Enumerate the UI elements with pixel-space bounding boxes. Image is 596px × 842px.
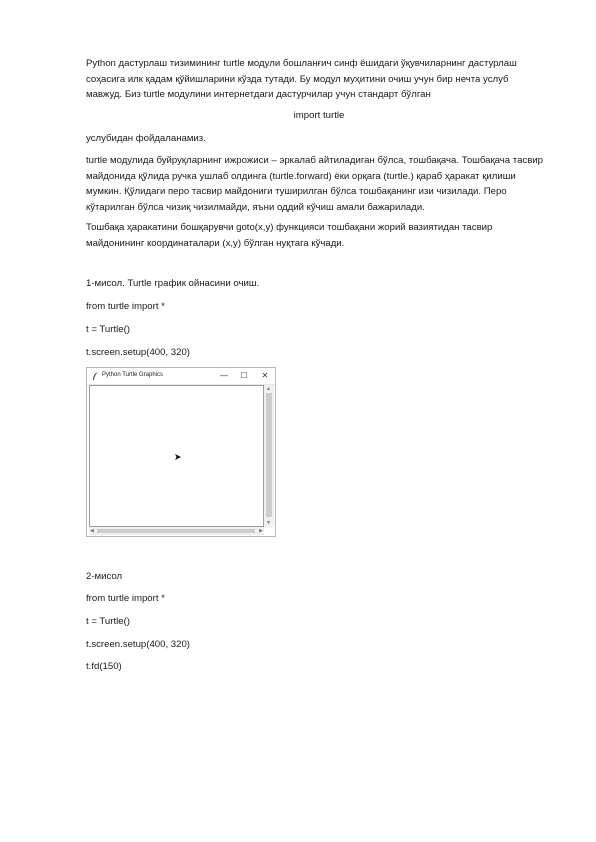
scroll-left-icon[interactable]: ◀: [90, 528, 94, 534]
python-feather-icon: [91, 371, 100, 381]
scroll-down-icon[interactable]: ▼: [266, 520, 271, 526]
close-button[interactable]: ✕: [261, 371, 269, 380]
example2-code-line: t = Turtle(): [86, 616, 130, 627]
window-titlebar: [87, 368, 275, 385]
maximize-button[interactable]: ☐: [240, 371, 248, 380]
vertical-scrollbar[interactable]: [264, 385, 274, 527]
example2-heading: 2-мисол: [86, 571, 123, 582]
example1-code-line: t.screen.setup(400, 320): [86, 347, 190, 358]
vertical-scroll-thumb[interactable]: [266, 393, 272, 517]
turtle-arrow-icon: [175, 454, 181, 460]
scroll-up-icon[interactable]: ▲: [266, 386, 271, 392]
scroll-right-icon[interactable]: ▶: [259, 528, 263, 534]
example1-code-line: from turtle import *: [86, 301, 165, 312]
horizontal-scrollbar[interactable]: [89, 527, 264, 535]
import-line: import turtle: [293, 110, 345, 121]
horizontal-scroll-thumb[interactable]: [97, 529, 255, 533]
example2-code-line: t.fd(150): [86, 661, 122, 672]
example2-code-line: from turtle import *: [86, 593, 165, 604]
usage-paragraph: услубидан фойдаланамиз.: [86, 133, 206, 144]
intro-paragraph: Python дастурлаш тизимининг turtle модули бошланғич синф ёшидаги ўқувчиларнинг дастурлаш соҳасига илк қадам қўйишларини кўзда тутади. Бу модул муҳитини очиш учун бир нечта услуб мавжуд. Биз turtle модулини интернетдаги дастурчилар учун стандарт бўлган: [86, 58, 517, 100]
goto-paragraph: Тошбақа ҳаракатини бошқарувчи goto(x,y) функцияси тошбақани жорий вазиятидан тасвир майдонининг координаталари (x,y) бўлган нуқтага кўчади.: [86, 222, 493, 249]
window-title: Python Turtle Graphics: [102, 372, 164, 378]
example1-code-line: t = Turtle(): [86, 324, 130, 335]
description-paragraph: turtle модулида буйруқларнинг ижрожиси – эркалаб айтиладиган бўлса, тошбақача. Тошбақача тасвир майдонида қўлида ручка ушлаб олдинга (turtle.forward) ёки орқага (turtle.) қараб ҳаракат қилиши мумкин. Қўлидаги перо тасвир майдониги туширилган бўлса тошбақанинг изи чизилади. Перо кўтарилган бўлса чизиқ чизилмайди, яъни оддий кўчиш амали бажарилади.: [86, 155, 543, 213]
minimize-button[interactable]: —: [220, 371, 228, 380]
turtle-window-screenshot: [86, 367, 276, 537]
example2-code-line: t.screen.setup(400, 320): [86, 639, 190, 650]
example1-heading: 1-мисол. Turtle график ойнасини очиш.: [86, 278, 260, 289]
